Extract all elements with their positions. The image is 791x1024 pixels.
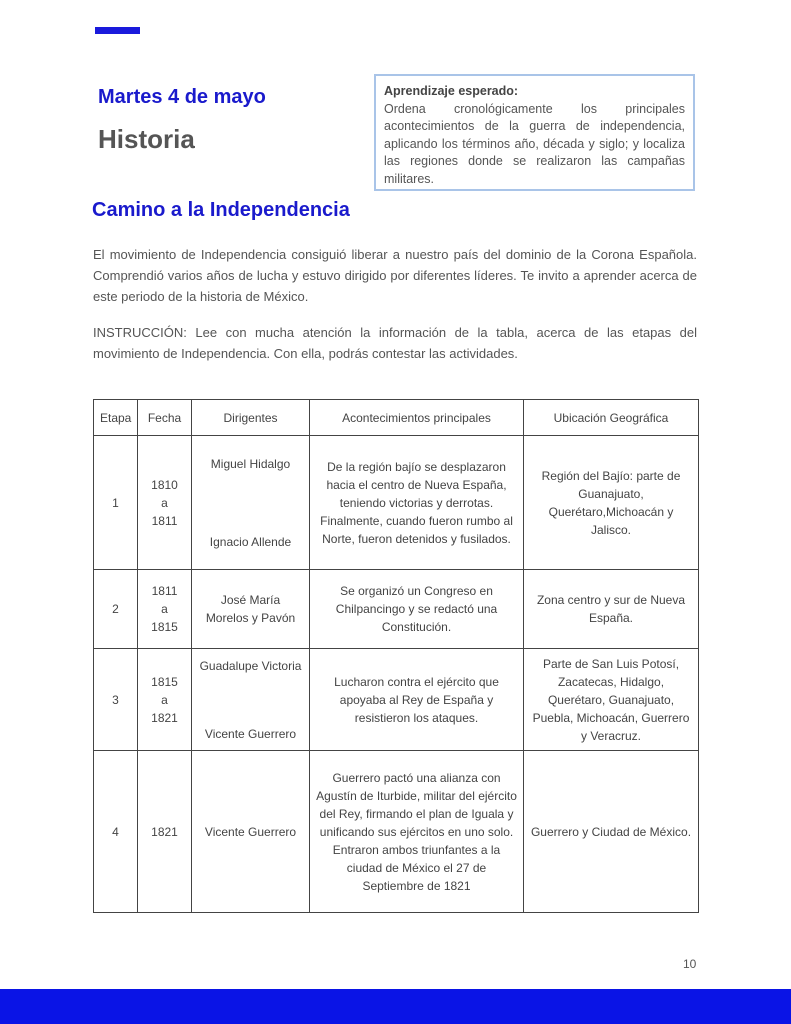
cell-stage: 4 [94,751,138,913]
table-row [94,570,699,649]
header-location: Ubicación Geográfica [524,400,699,436]
leader-name: Vicente Guerrero [204,726,297,741]
date-sep: a [161,692,168,707]
table-row [94,649,699,751]
date-end: 1815 [151,620,178,634]
section-title: Camino a la Independencia [92,199,350,221]
cell-location: Zona centro y sur de Nueva España. [524,570,699,649]
date-sep: a [161,495,168,510]
cell-leaders [192,570,310,649]
cell-date [138,436,192,570]
header-date: Fecha [138,400,192,436]
cell-date [138,751,192,913]
independence-stages-table [93,399,699,913]
top-accent-bar [95,27,140,34]
cell-location: Parte de San Luis Potosí, Zacatecas, Hidalgo, Querétaro, Guanajuato, Puebla, Michoacán, Guerrero y Veracruz. [524,649,699,751]
leader-name: Vicente Guerrero [204,824,297,839]
page-date: Martes 4 de mayo [98,86,266,108]
date-start: 1815 [151,674,178,689]
header-leaders: Dirigentes [192,400,310,436]
date-start: 1811 [151,584,178,598]
date-start: 1810 [151,477,178,492]
header-stage: Etapa [94,400,138,436]
cell-stage: 1 [94,436,138,570]
page-subject: Historia [98,124,195,154]
cell-leaders [192,436,310,570]
page-number: 10 [683,957,697,971]
instruction-paragraph: INSTRUCCIÓN: Lee con mucha atención la información de la tabla, acerca de las etapas del movimiento de Independencia. Con ella, podrás contestar las actividades. [93,325,697,361]
cell-stage: 3 [94,649,138,751]
date-start: 1821 [151,824,178,839]
date-end: 1821 [151,710,178,725]
cell-location: Región del Bajío: parte de Guanajuato, Querétaro,Michoacán y Jalisco. [524,436,699,570]
cell-leaders [192,751,310,913]
cell-events: De la región bajío se desplazaron hacia el centro de Nueva España, teniendo victorias y derrotas. Finalmente, cuando fueron rumbo al Norte, fueron detenidos y fusilados. [310,436,524,570]
cell-date [138,570,192,649]
learning-goal-box [374,74,695,191]
table-header-row [94,400,699,436]
cell-leaders [192,649,310,751]
learning-goal-title: Aprendizaje esperado: [384,84,519,98]
cell-events: Guerrero pactó una alianza con Agustín de Iturbide, militar del ejército del Rey, firmando el plan de Iguala y unificando sus ejércitos en uno solo. Entraron ambos triunfantes a la ciudad de México el 27 de Septiembre de 1821 [310,751,524,913]
leader-name: Miguel Hidalgo [210,456,291,471]
leader-name: Ignacio Allende [209,534,292,549]
cell-date [138,649,192,751]
table-row [94,436,699,570]
learning-goal-text: Ordena cronológicamente los principales acontecimientos de la guerra de independencia, aplicando los términos año, década y siglo; y localiza las regiones donde se realizaron las campañas militares. [384,101,685,186]
bottom-accent-bar [0,989,791,1024]
cell-events: Lucharon contra el ejército que apoyaba al Rey de España y resistieron los ataques. [310,649,524,751]
cell-stage: 2 [94,570,138,649]
table-row [94,751,699,913]
cell-location: Guerrero y Ciudad de México. [524,751,699,913]
leader-name: José María Morelos y Pavón [205,593,296,625]
leader-name: Guadalupe Victoria [199,658,302,673]
header-events: Acontecimientos principales [310,400,524,436]
date-end: 1811 [151,513,178,528]
date-sep: a [161,602,168,616]
cell-events: Se organizó un Congreso en Chilpancingo y se redactó una Constitución. [310,570,524,649]
intro-paragraph: El movimiento de Independencia consiguió liberar a nuestro país del dominio de la Corona Española. Comprendió varios años de lucha y estuvo dirigido por diferentes líderes. Te invito a aprender acerca de este periodo de la historia de México. [93,247,697,304]
